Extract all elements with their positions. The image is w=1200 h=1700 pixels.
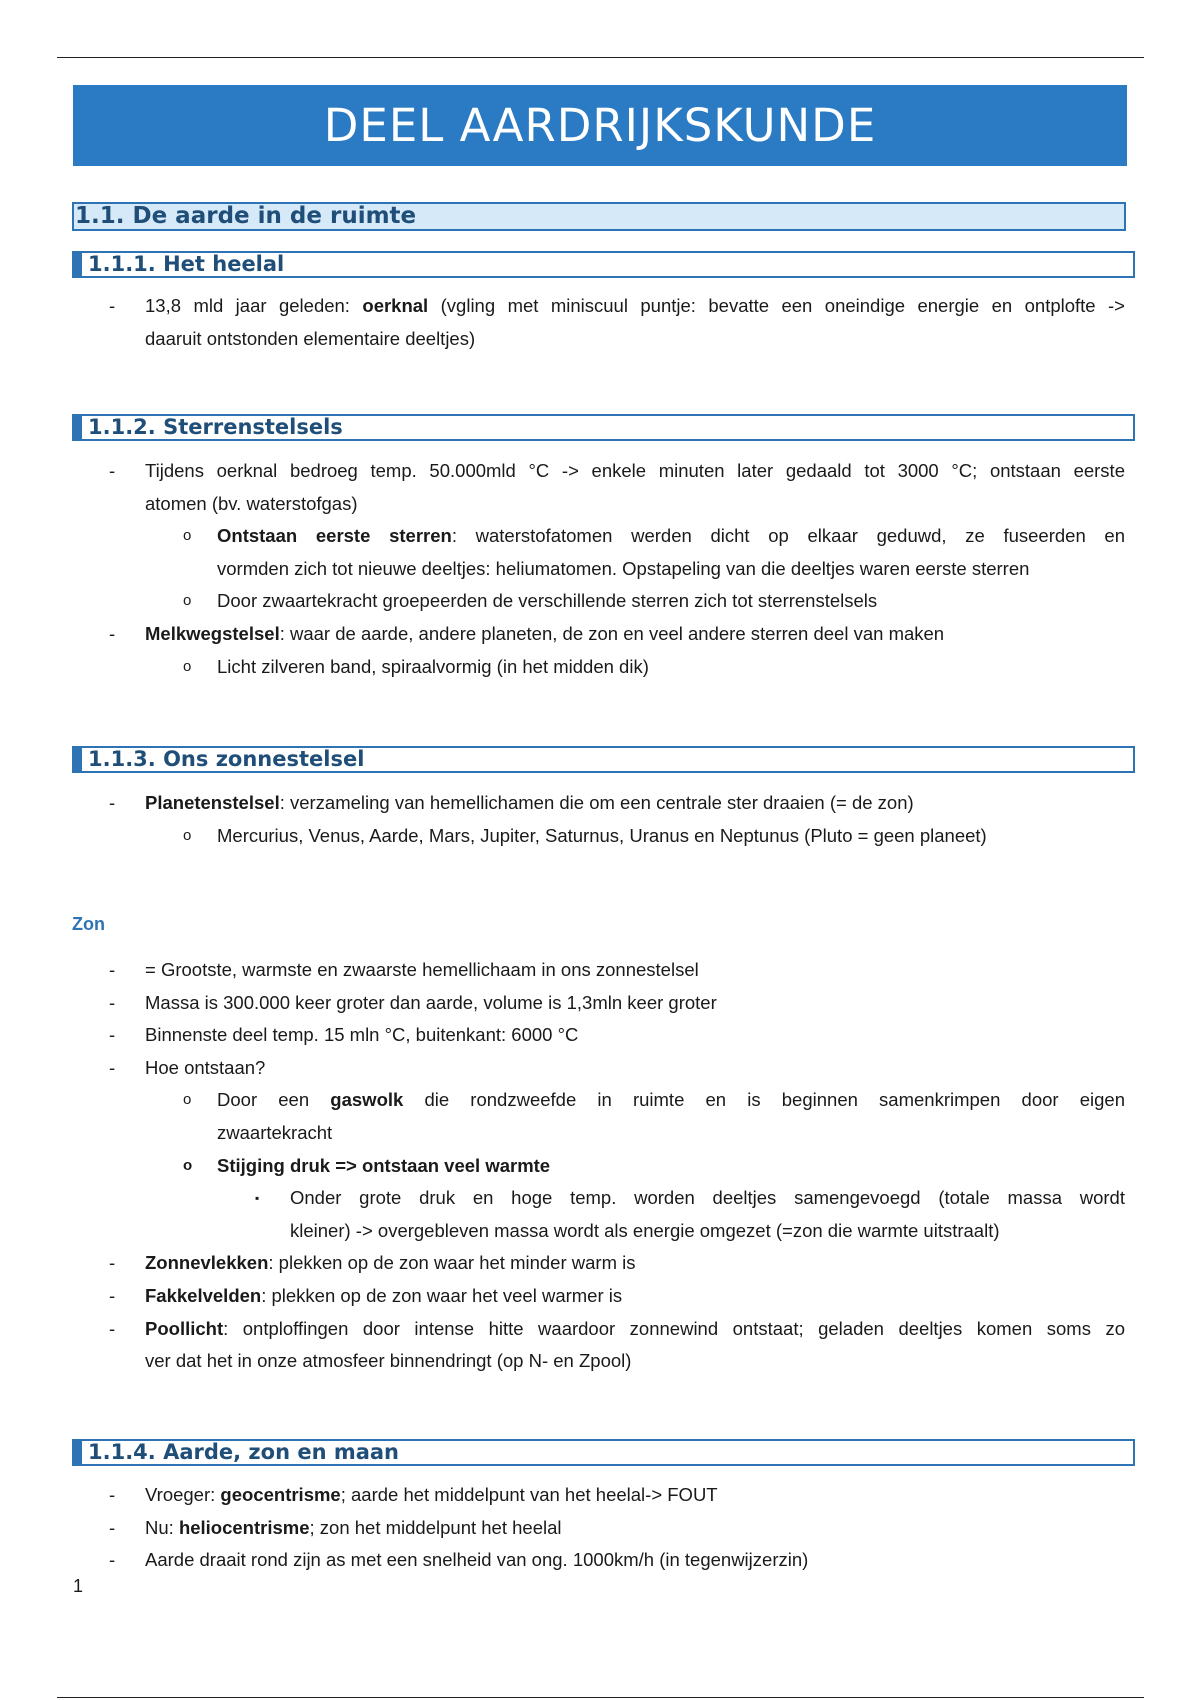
list-item: - Poollicht: ontploffingen door intense hitte waardoor zonnewind ontstaat; geladen deeltjes komen soms zo: [0, 1313, 1200, 1346]
sub-list-item: o Door een gaswolk die rondzweefde in ruimte en is beginnen samenkrimpen door eigen: [0, 1084, 1200, 1117]
list-item: - Melkwegstelsel: waar de aarde, andere planeten, de zon en veel andere sterren deel van maken: [0, 618, 1200, 651]
dash-bullet: -: [109, 792, 116, 813]
circle-bullet: o: [183, 527, 192, 545]
dash-bullet: -: [109, 1252, 116, 1274]
page-title-banner: DEEL AARDRIJKSKUNDE: [73, 85, 1127, 166]
dash-bullet: -: [109, 1284, 116, 1306]
sub-list-item: o Ontstaan eerste sterren: waterstofatomen werden dicht op elkaar geduwd, ze fuseerden en: [0, 520, 1200, 553]
heading-1-1-1: 1.1.1. Het heelal: [72, 251, 1135, 278]
sub-list-item: o Stijging druk => ontstaan veel warmte: [0, 1150, 1200, 1183]
circle-bullet: o: [183, 1156, 193, 1174]
circle-bullet: o: [183, 826, 192, 844]
sub-sub-list-item-continuation: kleiner) -> overgebleven massa wordt als energie omgezet (=zon die warmte uitstraalt): [290, 1219, 1000, 1241]
list-item-continuation: ver dat het in onze atmosfeer binnendringt (op N- en Zpool): [145, 1350, 632, 1372]
dash-bullet: -: [109, 1056, 116, 1078]
list-item: - Planetenstelsel: verzameling van hemellichamen die om een centrale ster draaien (= de zon): [0, 787, 1200, 820]
section-1-1-3-list: [0, 787, 1200, 852]
dash-bullet: -: [109, 1024, 116, 1046]
list-item: - Fakkelvelden: plekken op de zon waar het veel warmer is: [0, 1280, 1200, 1313]
dash-bullet: -: [109, 622, 116, 644]
zon-list: [0, 954, 1200, 1378]
circle-bullet: o: [183, 657, 192, 675]
dash-bullet: -: [109, 295, 116, 316]
sub-list-item: o Door zwaartekracht groepeerden de verschillende sterren zich tot sterrenstelsels: [0, 585, 1200, 618]
sub-sub-list-item: ▪ Onder grote druk en hoge temp. worden deeltjes samengevoegd (totale massa wordt: [0, 1182, 1200, 1215]
list-item: - Vroeger: geocentrisme; aarde het middelpunt van het heelal-> FOUT: [0, 1479, 1200, 1512]
sub-list-item-continuation: zwaartekracht: [217, 1121, 333, 1143]
dash-bullet: -: [109, 1484, 116, 1505]
list-item: - Aarde draait rond zijn as met een snelheid van ong. 1000km/h (in tegenwijzerzin): [0, 1544, 1200, 1577]
circle-bullet: o: [183, 1091, 192, 1109]
heading-1-1-2: 1.1.2. Sterrenstelsels: [72, 414, 1135, 441]
section-1-1-2-list: [0, 455, 1200, 683]
heading-1-1-4: 1.1.4. Aarde, zon en maan: [72, 1439, 1135, 1466]
list-item-continuation: atomen (bv. waterstofgas): [145, 492, 358, 514]
list-item-continuation: daaruit ontstonden elementaire deeltjes): [145, 327, 476, 349]
heading-1-1: 1.1. De aarde in de ruimte: [72, 202, 1126, 231]
list-item: - = Grootste, warmste en zwaarste hemellichaam in ons zonnestelsel: [0, 954, 1200, 987]
footer-rule: [57, 1697, 1144, 1698]
section-1-1-4-list: [0, 1479, 1200, 1577]
list-item: - Binnenste deel temp. 15 mln °C, buitenkant: 6000 °C: [0, 1019, 1200, 1052]
list-item: - Nu: heliocentrisme; zon het middelpunt het heelal: [0, 1512, 1200, 1545]
zon-heading: Zon: [72, 914, 105, 934]
header-rule: [57, 57, 1144, 58]
list-item: - Massa is 300.000 keer groter dan aarde, volume is 1,3mln keer groter: [0, 987, 1200, 1020]
heading-1-1-3: 1.1.3. Ons zonnestelsel: [72, 746, 1135, 773]
dash-bullet: -: [109, 460, 116, 481]
dash-bullet: -: [109, 1317, 116, 1339]
sub-list-item-continuation: vormden zich tot nieuwe deeltjes: heliumatomen. Opstapeling van die deeltjes waren eerste sterren: [217, 557, 1030, 579]
list-item: - Zonnevlekken: plekken op de zon waar het minder warm is: [0, 1247, 1200, 1280]
dash-bullet: -: [109, 1516, 116, 1538]
list-item: - Tijdens oerknal bedroeg temp. 50.000mld °C -> enkele minuten later gedaald tot 3000 °C; ontstaan eerste: [0, 455, 1200, 488]
sub-list-item: o Mercurius, Venus, Aarde, Mars, Jupiter, Saturnus, Uranus en Neptunus (Pluto = geen planeet): [0, 820, 1200, 853]
dash-bullet: -: [109, 991, 116, 1013]
circle-bullet: o: [183, 592, 192, 610]
sub-list-item: o Licht zilveren band, spiraalvormig (in het midden dik): [0, 651, 1200, 684]
dash-bullet: -: [109, 959, 116, 980]
dash-bullet: -: [109, 1549, 116, 1571]
square-bullet: ▪: [255, 1191, 260, 1206]
list-item: - Hoe ontstaan?: [0, 1052, 1200, 1085]
page-number: 1: [73, 1576, 84, 1596]
list-item: - 13,8 mld jaar geleden: oerknal (vgling met miniscuul puntje: bevatte een oneindige energie en ontplofte ->: [0, 290, 1200, 323]
section-1-1-1-list: [0, 290, 1200, 355]
